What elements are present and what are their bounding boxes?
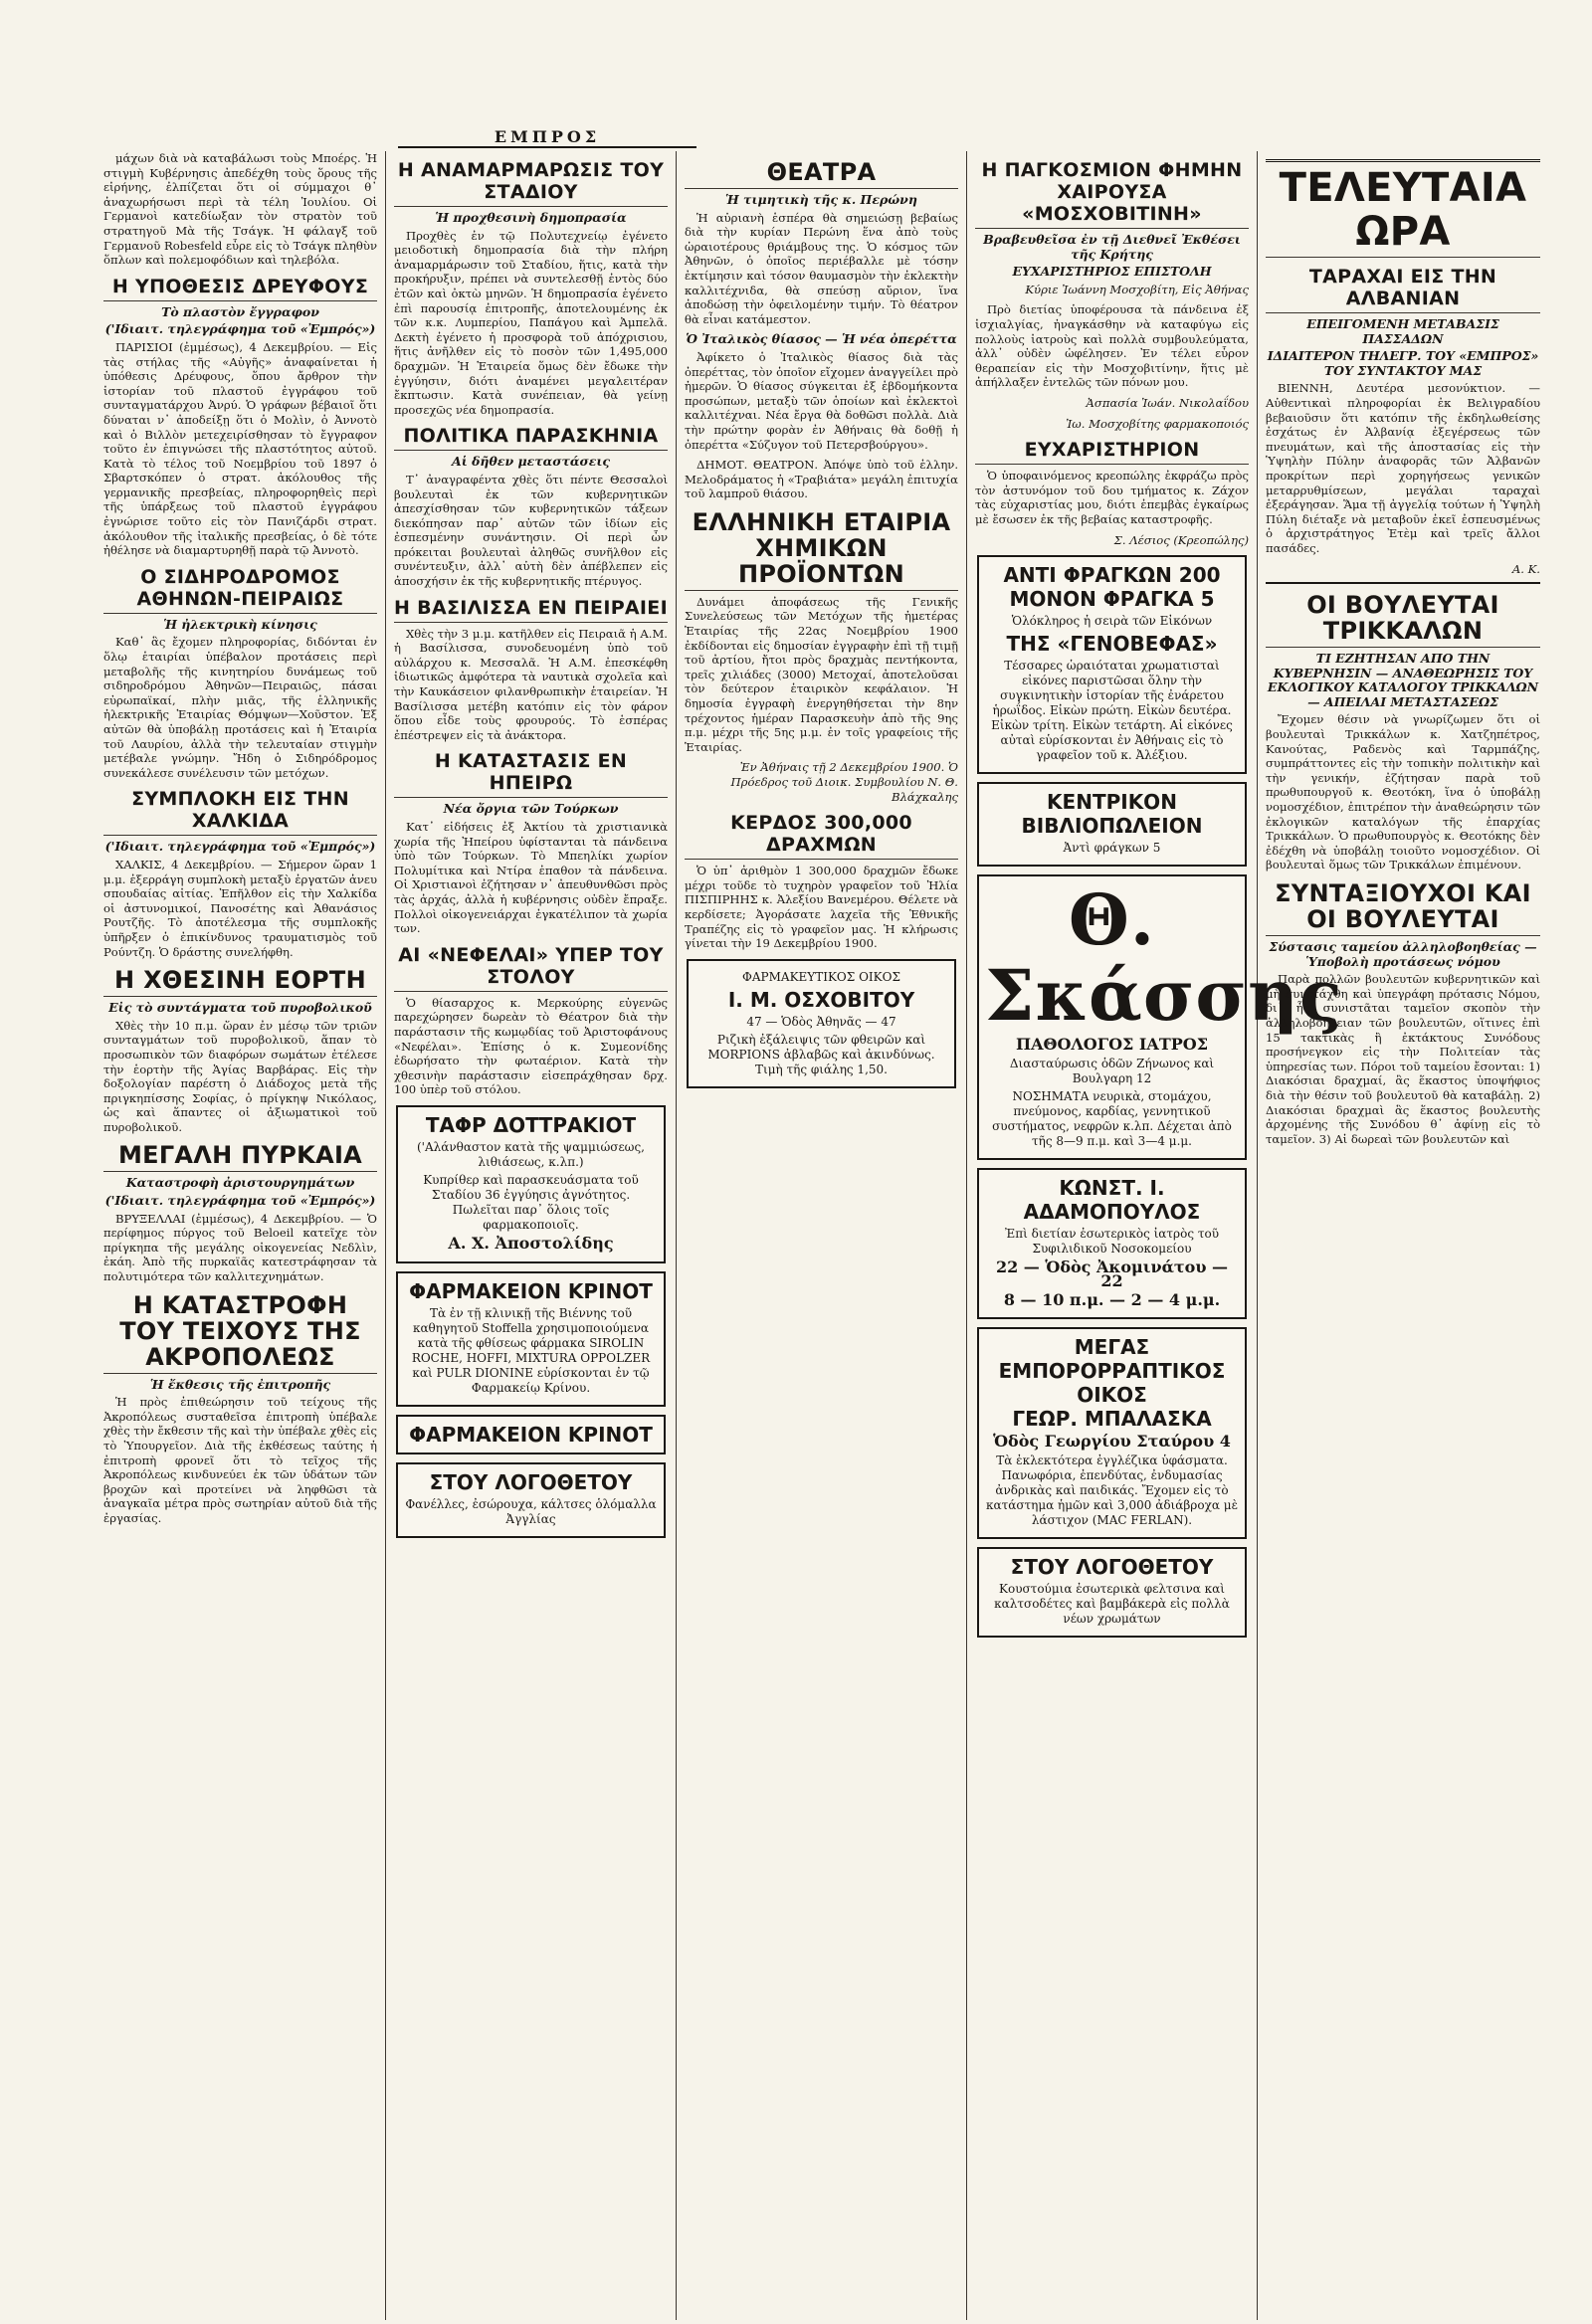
article-text: Καθ᾽ ἃς ἔχομεν πληροφορίας, διδόνται ἐν ὅλῳ ἑταιρίαι ὑπέβαλον προτάσεις περὶ μεταβολῆς τῆς κινητηρίου δυνάμεως τοῦ σιδηροδρόμου Ἀθηνῶν—Πειραιῶς, πάσαι εὐρωπαϊκαί, πλὴν μιᾶς, τῆς ἑλληνικῆς ἠλεκτρικῆς Ἑταιρίας Θόμψων—Χοῦστον. Ἐξ αὐτῶν θὰ ὑποβάλῃ προτάσεις καὶ ἡ Ἑταιρία τοῦ Λαυρίου, ἀλλὰ τὴν τελευταίαν στιγμὴν μετέβαλε γνώμην. Ἤδη ὁ Σιδηρόδρομος συνεκάλεσε συνέλευσιν τῶν μετόχων. [103,635,377,780]
ad-title: ΜΕΓΑΣ ΕΜΠΟΡΟΡΡΑΠΤΙΚΟΣ ΟΙΚΟΣ [998,1335,1226,1408]
ad-subtitle: ΠΑΘΟΛΟΓΟΣ ΙΑΤΡΟΣ [1015,1035,1208,1055]
ad-text: Ἐπὶ διετίαν ἐσωτερικὸς ἰατρὸς τοῦ Συφιλιδικοῦ Νοσοκομείου [1004,1226,1220,1256]
headline-moschovitini: Η ΠΑΓΚΟΣΜΙΟΝ ΦΗΜΗΝ ΧΑΙΡΟΥΣΑ «ΜΟΣΧΟΒΙΤΙΝΗ» [975,159,1249,229]
ad-name: ΓΕΩΡ. ΜΠΑΛΑΣΚΑ [1012,1407,1212,1432]
columns [96,151,1548,2320]
article-text: Ἡ αὐριανὴ ἑσπέρα θὰ σημειώσῃ βεβαίως διὰ τὴν κυρίαν Περώνη ἕνα ἀπὸ τοὺς ὡραιοτέρους θριάμβους της. Ὁ κόσμος τῶν Ἀθηνῶν, ὁ ὁποῖος περιέβαλλε μὲ τόσην ἐκτίμησιν καὶ τόσον θαυμασμὸν τὴν ἐκλεκτὴν καλλιτέχνιδα, θὰ σπεύσῃ αὔριον, ἵνα ἀποδώσῃ τὴν ὀφειλομένην τιμήν. Τὸ θέατρον θὰ εἶναι κατάμεστον. [685,210,958,326]
article-text: μάχων διὰ νὰ καταβάλωσι τοὺς Μποέρς. Ἡ στιγμὴ Κυβέρνησις ἀπεδέχθη τοὺς ὅρους τῆς εἰρήνης, ἐλπίζεται ὅτι οἱ σύμμαχοι θ᾽ ἀναχωρήσωσι περὶ τὰ τέλη Ἰουλίου. Οἱ Γερμανοὶ κατεδίωξαν τὸν στρατὸν τοῦ στρατηγοῦ Μὰ τῆς Τσάγκ. Ἡ φάλαγξ τοῦ Γερμανοῦ Robesfeld εὗρε εἰς τὸ Τσάγκ πληθὺν ὅπλων καὶ πολεμοφόδιων καὶ τηλεβόλα. [103,151,377,268]
ad-title: ΑΝΤΙ ΦΡΑΓΚΩΝ 200 [1003,563,1221,588]
advertisement [396,1271,666,1407]
signature: Ἐν Ἀθήναις τῇ 2 Δεκεμβρίου 1900. Ὁ Πρόεδρος τοῦ Διοικ. Συμβουλίου Ν. Θ. Βλάχκαλης [730,760,958,804]
ad-title: Θ. Σκάσσης [985,878,1343,1038]
ad-title: ΦΑΡΜΑΚΕΙΟΝ ΚΡΙΝΟΤ [409,1278,653,1303]
subheadline: ΤΙ ΕΖΗΤΗΣΑΝ ΑΠΟ ΤΗΝ ΚΥΒΕΡΝΗΣΙΝ — ΑΝΑΘΕΩΡΗΣΙΣ ΤΟΥ ΕΚΛΟΓΙΚΟΥ ΚΑΤΑΛΟΓΟΥ ΤΡΙΚΚΑΛΩΝ — ΑΠΕΙΛΑΙ ΜΕΤΑΣΤΑΣΕΩΣ [1267,651,1539,709]
subheadline: Ἡ ἔκθεσις τῆς ἐπιτροπῆς [149,1376,331,1392]
headline-pensioners: ΣΥΝΤΑΞΙΟΥΧΟΙ ΚΑΙ ΟΙ ΒΟΥΛΕΥΤΑΙ [1266,880,1540,936]
ad-text: Ἀντὶ φράγκων 5 [1063,841,1161,856]
divider [1266,582,1540,584]
subheadline: Εἰς τὸ συντάγματα τοῦ πυροβολικοῦ [108,1000,372,1016]
telegram-source: ('Ιδιαιτ. τηλεγράφημα τοῦ «Ἐμπρός») [104,839,376,855]
headline-queen: Η ΒΑΣΙΛΙΣΣΑ ΕΝ ΠΕΙΡΑΙΕΙ [394,597,668,623]
column-4 [967,151,1343,2320]
ad-text: Τέσσαρες ὡραιόταται χρωματισταὶ εἰκόνες παριστῶσαι ὅλην τὴν συγκινητικὴν ἱστορίαν τῆς ἐνάρετου ἡρωΐδος. Εἰκὼν πρώτη. Εἰκὼν δευτέρα. Εἰκὼν τρίτη. Εἰκὼν τετάρτη. Αἱ εἰκόνες αὐταὶ εὑρίσκονται ἐν Ἀθήναις εἰς τὸ γραφεῖον τοῦ κ. Ἀλέξιου. [991,659,1233,763]
telegram-source: ('Ιδιαιτ. τηλεγράφημα τοῦ «Ἐμπρός») [104,321,376,337]
advertisement [396,1105,666,1263]
article-text: Ὁ ὑποφαινόμενος κρεοπώλης ἐκφράζω πρὸς τὸν ἀστυνόμον τοῦ δου τμήματος κ. Ζάχον τὰς εὐχαριστίας μου, διότι ἐπεμβὰς ἐγκαίρως μὲ ἔσωσεν ἐκ τῆς βεβαίας καταστροφῆς. [975,469,1249,526]
ad-text: Φανέλλες, ἐσώρουχα, κάλτσες ὁλόμαλλα Ἀγγλίας [405,1496,657,1526]
article-text: Ὁ θίασαρχος κ. Μερκούρης εὐγενῶς παρεχώρησεν δωρεὰν τὸ Θέατρον διὰ τὴν παράστασιν τῆς κωμῳδίας τοῦ Ἀριστοφάνους «Νεφέλαι». Ἐπίσης ὁ κ. Συμεονίδης ἐδωρήσατο τὴν φωταέριον. Κατὰ τὴν χθεσινὴν παράστασιν εἰσεπράχθησαν δρχ. 100 ὑπὲρ τοῦ στόλου. [394,995,668,1097]
article-text: Χθὲς τὴν 3 μ.μ. κατῆλθεν εἰς Πειραιᾶ ἡ Α.Μ. ἡ Βασίλισσα, συνοδευομένη ὑπὸ τοῦ αὐλάρχου κ. Μεσσαλᾶ. Ἡ Α.Μ. ἐπεσκέφθη ἰδιωτικῶς ἀμφότερα τὰ ναυτικὰ σχολεῖα καὶ τὴν Καυκάσειον φιλανθρωπικὴν ἑταιρείαν. Ἡ Βασίλισσα μετέβη κατόπιν εἰς τὸν φάρον ὅπου εἶδε τοὺς φρουρούς. Τὸ ἑσπέρας ἐπέστρεψεν εἰς τὰ ἀνάκτορα. [394,626,668,742]
article-text: Πρὸ διετίας ὑποφέρουσα τὰ πάνδεινα ἐξ ἰσχιαλγίας, ἠναγκάσθην νὰ καταφύγω εἰς πολλοὺς ἰατροὺς καὶ πολλὰ συμβουλεύματα, ἀλλ᾽ οὐδὲν ὠφέλησεν. Ἐν τέλει εὗρον θεραπείαν εἰς τὴν Μοσχοβιτίνην, ἥτις μὲ ἀπήλλαξεν ἐντελῶς τῶν πόνων μου. [975,302,1249,390]
subheadline: Ἡ τιμητικὴ τῆς κ. Περώνη [725,192,917,207]
headline-railway: Ο ΣΙΔΗΡΟΔΡΟΜΟΣ ΑΘΗΝΩΝ-ΠΕΙΡΑΙΩΣ [103,566,377,614]
ad-text: Κουστούμια ἐσωτερικὰ φελτσινα καὶ καλτσοδέτες καὶ βαμβάκερὰ εἰς πολλὰ νέων χρωμάτων [994,1582,1230,1627]
ad-address: 22 — Ὁδὸς Ἀκομινάτου — 22 [995,1257,1229,1291]
masthead: ΕΜΠΡΟΣ [398,127,696,148]
ad-text: Κυπρίθερ καὶ παρασκευάσματα τοῦ Σταδίου 36 ἐγγύησις ἀγνότητος. Πωλεῖται παρ᾽ ὅλοις τοῖς φαρμακοποιοῖς. [423,1172,639,1232]
ad-title: ΜΟΝΟΝ ΦΡΑΓΚΑ 5 [1009,587,1215,612]
ad-hours: 8 — 10 π.μ. — 2 — 4 μ.μ. [1003,1289,1221,1309]
article-text: ΒΡΥΞΕΛΛΑΙ (ἐμμέσως), 4 Δεκεμβρίου. — Ὁ περίφημος πύργος τοῦ Beloeil κατεῖχε τὸν πρίγκηπα τῆς μεγάλης οἰκογενείας Νεδλὶν, ἐκάη. Ἀπὸ τῆς πυρκαϊᾶς κατεστράφησαν τὰ πολυτιμότερα τῶν καλλιτεχνημάτων. [103,1211,377,1284]
headline-chalkida: ΣΥΜΠΛΟΚΗ ΕΙΣ ΤΗΝ ΧΑΛΚΙΔΑ [103,788,377,836]
headline-fire: ΜΕΓΑΛΗ ΠΥΡΚΑΙΑ [103,1142,377,1172]
signature: Ἰω. Μοσχοβίτης φαρμακοποιός [1066,416,1249,431]
ad-title: ΦΑΡΜΑΚΕΥΤΙΚΟΣ ΟΙΚΟΣ [742,969,900,984]
article-text: Παρὰ πολλῶν βουλευτῶν κυβερνητικῶν καὶ μὴ συνετάχθη καὶ ὑπεγράφη πρότασις Νόμου, δι᾽ ἧς συνιστᾶται ταμεῖον σκοπὸν τὴν ἀλληλοβοήθειαν τῶν βουλευτῶν, οἵτινες ἐπὶ 15 τακτικὰς ἢ ἐκτάκτους Συνόδους προσήνεγκον εἰς τὴν Πολιτείαν τὰς ὑπηρεσίας των. Πόροι τοῦ ταμείου ἔσονται: 1) Διακόσιαι δραχμαί, ἃς ἕκαστος ὑποψήφιος διὰ τὴν θέσιν τοῦ βουλευτοῦ θὰ καταβάλῃ. 2) Διακόσιαι δραχμαὶ ἃς ἕκαστος βουλευτὴς ἀρχομένης τῆς Συνόδου θ᾽ ἀφίνῃ εἰς τὸ ταμεῖον. 3) Αἱ δωρεαὶ τῶν βουλευτῶν καὶ [1266,972,1540,1146]
advertisement [396,1415,666,1454]
headline-trikala: ΟΙ ΒΟΥΛΕΥΤΑΙ ΤΡΙΚΚΑΛΩΝ [1266,592,1540,648]
subheadline: Τὸ πλαστὸν ἔγγραφον [161,303,319,319]
advertisement [977,1327,1247,1539]
ad-address: 47 — Ὁδὸς Ἀθηνᾶς — 47 [746,1014,896,1029]
headline-acropolis: Η ΚΑΤΑΣΤΡΟΦΗ ΤΟΥ ΤΕΙΧΟΥΣ ΤΗΣ ΑΚΡΟΠΟΛΕΩΣ [103,1292,377,1374]
headline-profit: ΚΕΡΔΟΣ 300,000 ΔΡΑΧΜΩΝ [685,812,958,860]
headline-dreyfus: Η ΥΠΟΘΕΣΙΣ ΔΡΕΥΦΟΥΣ [103,276,377,301]
subheadline: Σύστασις ταμείου ἀλληλοβοηθείας — Ὑποβολὴ προτάσεως νόμου [1269,939,1537,969]
ad-address: Διασταύρωσις ὁδῶν Ζήνωνος καὶ Βουλγαρη 12 [1009,1056,1215,1085]
ad-title: ΣΤΟΥ ΛΟΓΟΘΕΤΟΥ [1010,1555,1214,1580]
article-text: ΧΑΛΚΙΣ, 4 Δεκεμβρίου. — Σήμερον ὥραν 1 μ.μ. ἐξερράγη συμπλοκὴ μεταξὺ ἐργατῶν ἀνευ σπουδαίας αἰτίας. Ἐπῆλθον εἰς τὴν Χαλκίδα οἱ ἀστυνομικοί, Πανοσέτης καὶ Ἀθανάσιος Ρουτζῆς. Τὸ ἀποτέλεσμα τῆς συμπλοκῆς ὑπῆρξεν ὁ ἐπικίνδυνος τραυματισμὸς τοῦ Ρούντζη. Ὁ δράστης συνελήφθη. [103,857,377,959]
headline-clouds: ΑΙ «ΝΕΦΕΛΑΙ» ΥΠΕΡ ΤΟΥ ΣΤΟΛΟΥ [394,944,668,992]
ad-name: Ι. Μ. ΟΣΧΟΒΙΤΟΥ [727,987,915,1012]
advertisement [396,1462,666,1538]
subheadline: ΕΠΕΙΓΟΜΕΝΗ ΜΕΤΑΒΑΣΙΣ ΠΑΣΣΑΔΩΝ [1306,316,1499,346]
article-text: ΔΗΜΟΤ. ΘΕΑΤΡΟΝ. Ἀπόψε ὑπὸ τοῦ ἑλλην. Μελοδράματος ἡ «Τραβιάτα» μεγάλη ἐπιτυχία τοῦ λαμπροῦ θιάσου. [685,458,958,501]
ad-title: ΤΑΦΡ ΔΟΤΤΡΑΚΙΟΤ [425,1112,637,1137]
article-text: Τ᾽ ἀναγραφέντα χθὲς ὅτι πέντε Θεσσαλοὶ βουλευταὶ ἐκ τῶν κυβερνητικῶν ἀπεσχίσθησαν τῶν κυβερνητικῶν τάξεων διεκόπησαν παρ᾽ αὐτῶν τῶν ἰδίων εἰς ἐσπεσμένην συνάντησιν. Οἱ περὶ ὧν πρόκειται βουλευταὶ ἀληθῶς συνῆλθον εἰς συνέντευξιν, ἀλλ᾽ αὐτὴ δὲν ἀπέβλεπεν εἰς ἀποσχήσιν ἐκ τῆς κυβερνητικῆς πτέρυγος. [394,472,668,589]
headline-epirus: Η ΚΑΤΑΣΤΑΣΙΣ ΕΝ ΗΠΕΙΡΩ [394,750,668,798]
subheadline: Καταστροφὴ ἀριστουργημάτων [125,1175,355,1191]
ad-text: Τὰ ἐκλεκτότερα ἐγγλέζικα ὑφάσματα. Πανωφόρια, ἐπενδύτας, ἐνδυμασίας ἀνδρικὰς καὶ παιδικάς. Ἔχομεν εἰς τὸ κατάστημα ἡμῶν καὶ 3,000 ἀδιάβροχα μὲ λάστιχον (MAC FERLAN). [985,1453,1239,1528]
signature: Σ. Λέσιος (Κρεοπώλης) [1113,532,1249,547]
article-text: Προχθὲς ἐν τῷ Πολυτεχνείῳ ἐγένετο μειοδοτικὴ δημοπρασία διὰ τὴν πλήρη ἀναμαρμάρωσιν τοῦ Σταδίου, ἥτις, κατὰ τὴν προκήρυξιν, πρέπει νὰ συντελεσθῇ ἐντὸς δύο ἐτῶν καὶ ὀκτὼ μηνῶν. Ἡ δημοπρασία ἐγένετο ἐπὶ παρουσίᾳ ἐπιτροπῆς, ἀποτελουμένης ἐκ τῶν κ.κ. Λυμπερίου, Παπάγου καὶ Ἀμπελᾶ. Δεκτὴ ἐγένετο ἡ προσφορὰ τοῦ ἀπόχρισιου, ἥτις ἀνῆλθεν εἰς τὸ ποσὸν τῶν 1,495,000 δραχμῶν. Ἡ Ἑταιρεία ὅμως δὲν ἔδωκε τὴν ἐγγύησιν, διότι ἀναμένει μεγαλειτέραν ἔκπτωσιν. Κατὰ συνέπειαν, θὰ γείνῃ προσεχῶς νέα δημοπρασία. [394,228,668,417]
ad-title: ΤΗΣ «ΓΕΝΟΒΕΦΑΣ» [1006,632,1218,657]
ad-text: ΝΟΣΗΜΑΤΑ νευρικὰ, στομάχου, πνεύμονος, καρδίας, γεννητικοῦ συστήματος, νεφρῶν κ.λπ. Δέχεται ἀπὸ τῆς 8—9 π.μ. καὶ 3—4 μ.μ. [992,1088,1232,1148]
telegram-source: ΙΔΙΑΙΤΕΡΟΝ ΤΗΛΕΓΡ. ΤΟΥ «ΕΜΠΡΟΣ» ΤΟΥ ΣΥΝΤΑΚΤΟΥ ΜΑΣ [1267,348,1539,378]
article-text: ΠΑΡΙΣΙΟΙ (ἐμμέσως), 4 Δεκεμβρίου. — Εἰς τὰς στήλας τῆς «Αὐγῆς» ἀναφαίνεται ἡ ὑπόθεσις Δρέυφους, ὅπου ἄρθρον τὴν ἱστορίαν τοῦ πλαστοῦ ἐγγράφου τοῦ συνταγματάρχου Ἀνρύ. Ὁ γράφων βέβαιοῖ ὅτι δύναται ν᾽ ἀποδείξῃ ὅτι ὁ Μολὶν, ὁ Ἀννοτὸ καὶ ὁ Βιλλὸν μετεχειρίσθησαν τὸ ἔγγραφον τοῦτο ἐν ἐπιγνώσει τῆς πλαστότητος αὐτοῦ. Κατὰ τὸ τέλος τοῦ Νοεμβρίου τοῦ 1897 ὁ Σβαρτσκόπεν ὁ στρατ. ἀκόλουθος τῆς γερμανικῆς πρεσβείας, πληροφορηθεὶς περὶ τῆς ὑπάρξεως τοῦ πλαστοῦ ἐγγράφου ἐγνώρισε τοῦτο εἰς τὸν Πανιζάρδι στρατ. ἀκόλουθον τῆς ἰταλικῆς πρεσβείας, ὁ δὲ τότε ἠθέλησε νὰ διαμαρτυρηθῇ παρὰ τῷ Ἀννοτὸ. [103,339,377,558]
subheadline: ΕΥΧΑΡΙΣΤΗΡΙΟΣ ΕΠΙΣΤΟΛΗ [1012,264,1212,280]
subheadline: Ἡ ἠλεκτρικὴ κίνησις [163,616,317,632]
article-text: Ὁ ὑπ᾽ ἀριθμὸν 1 300,000 δραχμῶν ἔδωκε μέχρι τοῦδε τὸ τυχηρὸν γραφεῖον τοῦ Ἠλία ΠΙΣΠΙΡΗΗΣ κ. Ἀλεξίου Βανεμέρου. Θέλετε νὰ κερδίσετε; Ἀγοράσατε λαχεῖα τῆς Ἑθνικῆς Τραπέζης εἰς τὸ γραφεῖον μας. Ἡ κλήρωσις γίνεται τὴν 19 Δεκεμβρίου 1900. [685,864,958,951]
advertisement [977,1547,1247,1638]
ad-signature: Α. Χ. Ἀποστολίδης [448,1233,614,1253]
telegram-source: ('Ιδιαιτ. τηλεγράφημα τοῦ «Ἐμπρός») [104,1193,376,1209]
signature: Α. Κ. [1511,561,1540,576]
ad-address: Ὁδὸς Γεωργίου Σταύρου 4 [993,1432,1231,1452]
signature: Ἀσπασία Ἰωάν. Νικολαΐδου [1086,395,1249,410]
column-3 [677,151,967,2320]
advertisement [977,555,1247,774]
article-text: Δυνάμει ἀποφάσεως τῆς Γενικῆς Συνελεύσεως τῶν Μετόχων τῆς ἡμετέρας Ἑταιρίας τῆς 22ας Νοεμβρίου 1900 ἐκδίδονται εἰς δημοσίαν ἐγγραφὴν ἐπὶ τῇ τιμῇ τοῦ ἀρτίου, ἤτοι πρὸς δραχμὰς πεντήκοντα, τρεῖς χιλιάδες (3000) Μετοχαί, ἀποτελοῦσαι τὸν δεύτερον ἑταιρικὸν κεφάλαιον. Ἡ δημοσία ἐγγραφὴ ἐνεργηθήσεται τὴν 8ην τρέχοντος ἡμέραν Παρασκευὴν ἀπὸ τῆς 9ης π.μ. μέχρι τῆς 5ης μ.μ. ἐν τοῖς γραφείοις τῆς Ἑταιρίας. [685,594,958,754]
advertisement [977,782,1247,867]
article-text: Ἔχομεν θέσιν νὰ γνωρίζωμεν ὅτι οἱ βουλευταὶ Τρικκάλων κ. Χατζηπέτρος, Κανούτας, Ραδενὸς καὶ Ταρμπάζης, συμπράττοντες εἰς τὴν τοπικὴν πολιτικὴν καὶ τὴν γενικήν, ἐζήτησαν παρὰ τοῦ πρωθυπουργοῦ κ. Θεοτόκη, ἵνα ὁ ὑποβάλῃ νομοσχέδιον, ἐπιτρέπον τὴν ἀναθεώρησιν τῶν ἐκλογικῶν καταλόγων τῆς ἐπαρχίας Τρικκάλων. Ὁ πρωθυπουργὸς κ. Θεοτόκης δὲν ἐδέχθη νὰ ὑποβάλῃ τοιοῦτο νομοσχέδιον. Οἱ βουλευταὶ ὅμως τῶν Τρικκάλων ἐπιμένουν. [1266,712,1540,872]
column-1 [96,151,386,2320]
headline-thanks: ΕΥΧΑΡΙΣΤΗΡΙΟΝ [975,439,1249,465]
article-text: Κατ᾽ εἰδήσεις ἐξ Ἀκτίου τὰ χριστιανικὰ χωρία τῆς Ἠπείρου ὑφίστανται τὰ πάνδεινα ὑπὸ τῶν Τούρκων. Τὸ Μπεηλίκι χωρίον Πολυμίτικα καὶ Ντίρα ἐπαθον τὰ πάνδεινα. Οἱ Χριστιανοὶ ἐζήτησαν ν᾽ ἀπευθυνθῶσι πρὸς τὰς ἀρχάς, ἀλλὰ ἡ κυβέρνησις οὐδὲν ἔπραξε. Πολλοὶ οἰκογενειάρχαι ἐγκατέλιπον τὰ χωρία των. [394,820,668,936]
headline-politics: ΠΟΛΙΤΙΚΑ ΠΑΡΑΣΚΗΝΙΑ [394,425,668,451]
column-2 [386,151,677,2320]
advertisement [977,874,1343,1160]
ad-title: ΚΩΝΣΤ. Ι. ΑΔΑΜΟΠΟΥΛΟΣ [1023,1175,1201,1224]
subheadline: Βραβευθεῖσα ἐν τῇ Διεθνεῖ Ἐκθέσει τῆς Κρήτης [983,232,1241,262]
ad-text: Ριζικὴ ἐξάλειψις τῶν φθειρῶν καὶ MORPIONS ἀβλαβῶς καὶ ἀκινδύνως. Τιμὴ τῆς φιάλης 1,50. [707,1032,935,1076]
ad-title: ΣΤΟΥ ΛΟΓΟΘΕΤΟΥ [429,1469,633,1494]
ad-title: ΚΕΝΤΡΙΚΟΝ ΒΙΒΛΙΟΠΩΛΕΙΟΝ [1021,790,1203,839]
headline-feast: Η ΧΘΕΣΙΝΗ ΕΟΡΤΗ [103,967,377,997]
subheadline: Ὁ Ἰταλικὸς θίασος — Ἡ νέα ὀπερέττα [686,331,957,347]
headline-albania: ΤΑΡΑΧΑΙ ΕΙΣ ΤΗΝ ΑΛΒΑΝΙΑΝ [1266,266,1540,313]
ad-subtitle: ('Αλάνθαστον κατὰ τῆς ψαμμιώσεως, λιθιάσεως, κ.λπ.) [417,1139,645,1169]
advertisement [687,959,956,1088]
article-text: Ἀφίκετο ὁ Ἰταλικὸς θίασος διὰ τὰς ὀπερέττας, τὸν ὁποῖον εἴχομεν ἀναγγείλει πρὸ ἡμερῶν. Ὁ θίασος σύγκειται ἐξ ἑβδομήκοντα προσώπων, μεταξὺ τῶν ὁποίων καὶ ἐκλεκτοὶ καλλιτέχναι. Νέα ἔργα θὰ δοθῶσι πολλὰ. Διὰ τὴν πρώτην φορὰν ἐν Ἀθήναις θὰ δοθῇ ἡ ὀπερέττα «Σύζυγον τοῦ Πετερσβούργου». [685,349,958,452]
subheadline: Αἱ δῆθεν μεταστάσεις [452,454,610,470]
headline-last-hour: ΤΕΛΕΥΤΑΙΑ ΩΡΑ [1266,159,1540,258]
ad-title: ΦΑΡΜΑΚΕΙΟΝ ΚΡΙΝΟΤ [409,1422,653,1447]
article-text: Χθὲς τὴν 10 π.μ. ὥραν ἐν μέσῳ τῶν τριῶν συνταγμάτων τοῦ πυροβολικοῦ, ἅπαν τὸ προσωπικὸν τῶν διαφόρων σωμάτων ἐτέλεσε τὴν ἑορτὴν τῆς Ἁγίας Βαρβάρας. Εἰς τὴν δοξολογίαν παρέστη ὁ Διάδοχος μετὰ τῆς πριγκηπίσσης Σοφίας, ὁ πρίγκηψ Νικόλαος, ὡς καὶ ἅπαντες οἱ ἀξιωματικοὶ τοῦ πυροβολικοῦ. [103,1018,377,1134]
headline-theatres: ΘΕΑΤΡΑ [685,159,958,189]
subheadline: Ἡ προχθεσινὴ δημοπρασία [435,210,627,225]
ad-text: Ὁλόκληρος ἡ σειρὰ τῶν Εἰκόνων [1011,614,1213,629]
ad-text: Τὰ ἐν τῇ κλινικῇ τῆς Βιέννης τοῦ καθηγητοῦ Stoffella χρησιμοποιούμενα κατὰ τῆς φθίσεως φάρμακα SIROLIN ROCHE, HOFFI, MIXTURA OPPOLZER καὶ PULR DIONINE εὑρίσκονται ἐν τῷ Φαρμακείῳ Κρίνου. [411,1305,651,1395]
subheadline: Νέα ὄργια τῶν Τούρκων [443,801,619,817]
headline-stadium: Η ΑΝΑΜΑΡΜΑΡΩΣΙΣ ΤΟΥ ΣΤΑΔΙΟΥ [394,159,668,207]
addressee: Κύριε Ἰωάννη Μοσχοβίτη, Εἰς Ἀθήνας [1025,282,1249,296]
headline-chemicals: ΕΛΛΗΝΙΚΗ ΕΤΑΙΡΙΑ ΧΗΜΙΚΩΝ ΠΡΟΪΟΝΤΩΝ [685,509,958,591]
article-text: Ἡ πρὸς ἐπιθεώρησιν τοῦ τείχους τῆς Ἀκροπόλεως συσταθεῖσα ἐπιτροπὴ ὑπέβαλε χθὲς τὴν ἔκθεσιν τῆς καὶ τὴν ὑπέβαλε χθὲς εἰς τὸ Ὑπουργεῖον. Διὰ τῆς ἐκθέσεως ταύτης ἡ ἐπιτροπὴ φρονεῖ ὅτι τὸ τεῖχος τῆς Ἀκροπόλεως κινδυνεύει ἐκ τῶν ὑδάτων τῶν βροχῶν καὶ προτείνει νὰ ληφθῶσι τὰ ἀναγκαῖα μέτρα πρὸς σωτηρίαν αὐτοῦ διὰ τῆς ἐργασίας. [103,1395,377,1525]
column-5 [1258,151,1548,2320]
article-text: ΒΙΕΝΝΗ, Δευτέρα μεσονύκτιον. — Αὐθεντικαὶ πληροφορίαι ἐκ Βελιγραδίου βεβαιοῦσιν ὅτι κατόπιν τῆς ἐκδηλωθείσης ἐσχάτως ἐν Ἀλβανίᾳ ἐξεγέρσεως τῶν πνευμάτων, καὶ τῆς ἀποστασίας εἰς τὴν Ὑψηλὴν Πύλην ἀναφορᾶς τῶν Ἀλβανῶν προκρίτων περὶ χορηγήσεως γενικῶν μεταρρυθμίσεων, μεγάλαι ταραχαὶ ἐξεράγησαν. Ἅμα τῇ ἀγγελίᾳ τούτων ἡ Ὑψηλὴ Πύλη διέταξε νὰ μεταβοῦν ἐκεῖ ἐσπευσμένως ὁ ἀρχιστράτηγος Ἐτὲμ καὶ τρεῖς ἄλλοι πασάδες. [1266,381,1540,555]
advertisement [977,1168,1247,1320]
